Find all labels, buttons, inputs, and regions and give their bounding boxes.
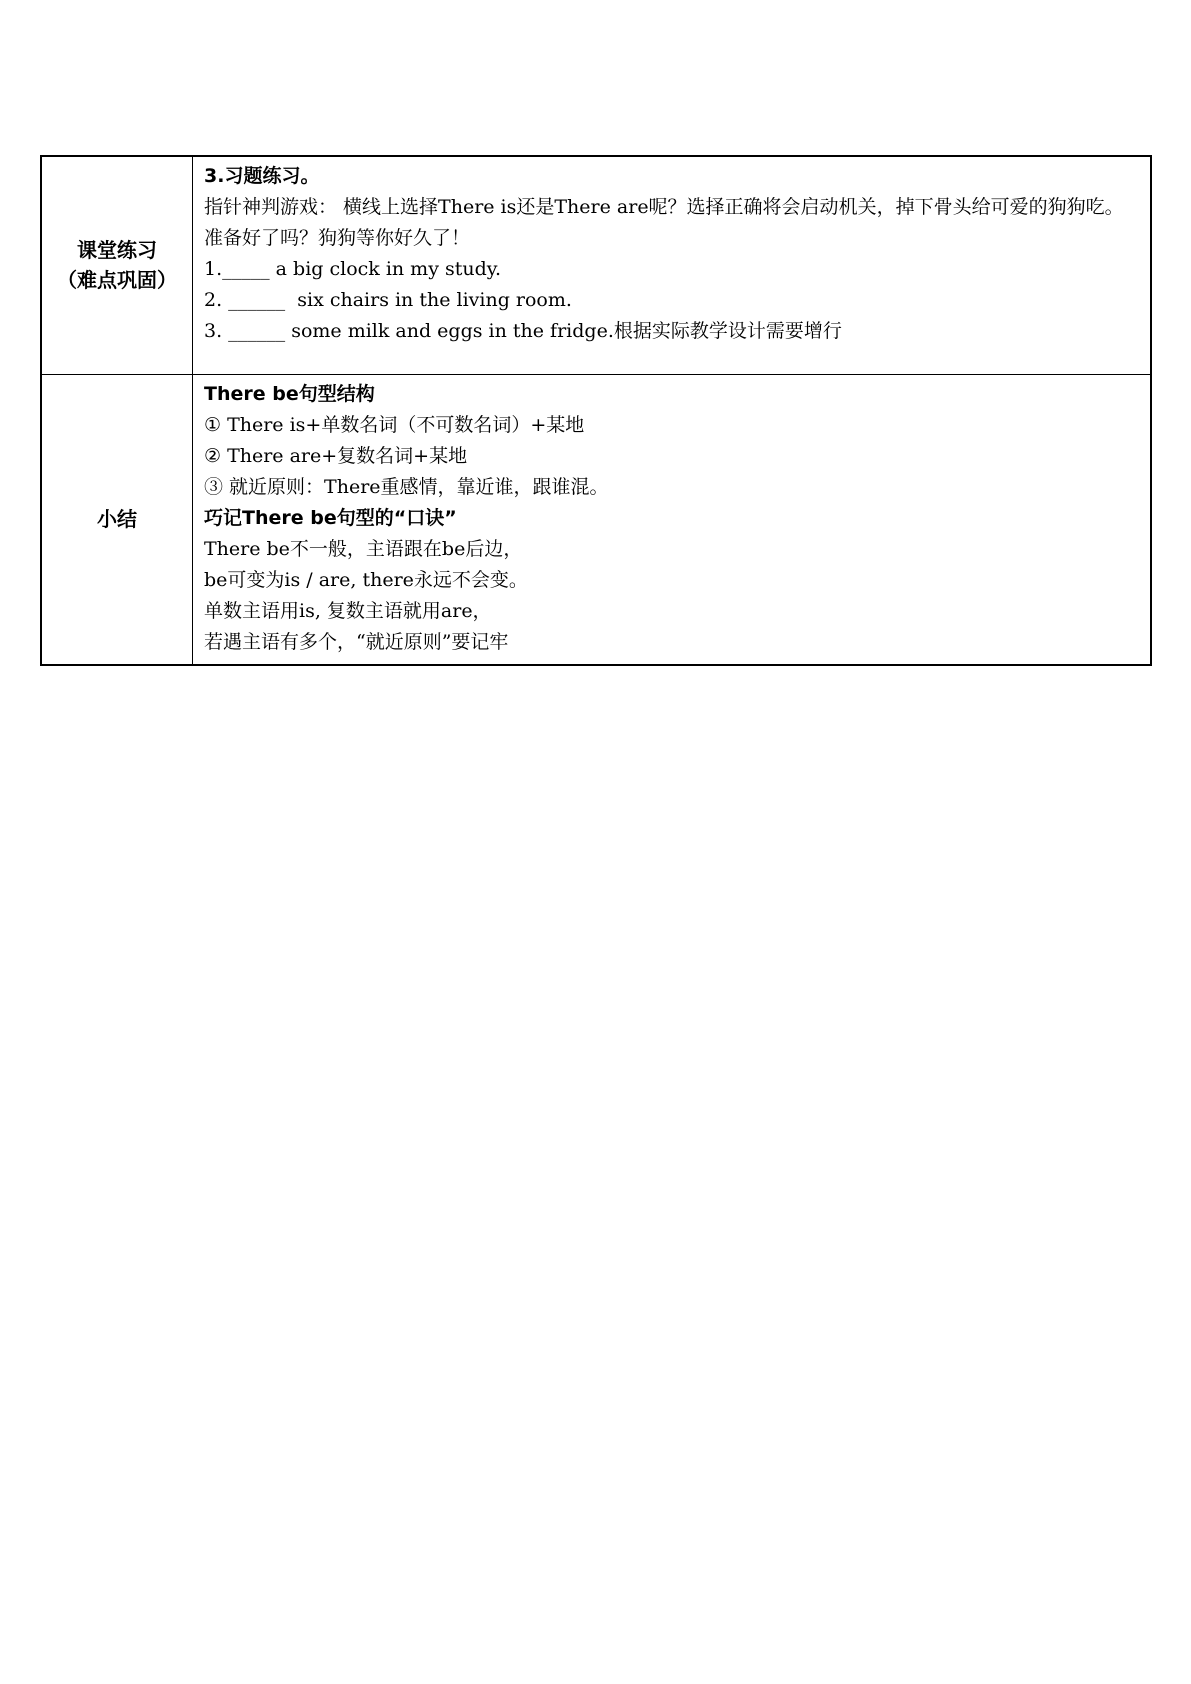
mnemonic-heading: 巧记There be句型的“口诀” <box>204 506 457 529</box>
verse-2: be可变为is / are, there永远不会变。 <box>204 568 528 591</box>
rule-1: ① There is+单数名词（不可数名词）+某地 <box>204 413 585 436</box>
game-intro-text: 指针神判游戏： 横线上选择There is还是There are呢？选择正确将会启动机关，掉下骨头给可爱的狗狗吃。准备好了吗？狗狗等你好久了！ <box>204 196 1124 249</box>
exercise-heading: 3.习题练习。 <box>204 165 320 187</box>
summary-label-text: 小结 <box>97 507 137 531</box>
question-3: 3. ______ some milk and eggs in the fridge.根据实际教学设计需要增行 <box>204 320 842 342</box>
verse-3: 单数主语用is, 复数主语就用are， <box>204 599 492 622</box>
structure-heading: There be句型结构 <box>204 382 375 405</box>
verse-4: 若遇主语有多个，“就近原则”要记牢 <box>204 630 509 653</box>
label-line-2: （难点巩固） <box>57 268 177 293</box>
rule-2: ② There are+复数名词+某地 <box>204 444 468 467</box>
classroom-practice-content <box>193 156 1152 374</box>
question-2: 2. ______ six chairs in the living room. <box>204 289 572 311</box>
lesson-plan-table <box>40 155 1152 666</box>
question-1: 1._____ a big clock in my study. <box>204 258 502 280</box>
classroom-practice-row <box>41 156 1151 374</box>
classroom-practice-label <box>41 156 193 374</box>
summary-label <box>41 374 193 665</box>
summary-content <box>193 374 1152 665</box>
verse-1: There be不一般，主语跟在be后边， <box>204 537 523 560</box>
label-line-1: 课堂练习 <box>77 238 157 263</box>
rule-3: ③ 就近原则：There重感情，靠近谁，跟谁混。 <box>204 475 609 498</box>
summary-row <box>41 374 1151 665</box>
